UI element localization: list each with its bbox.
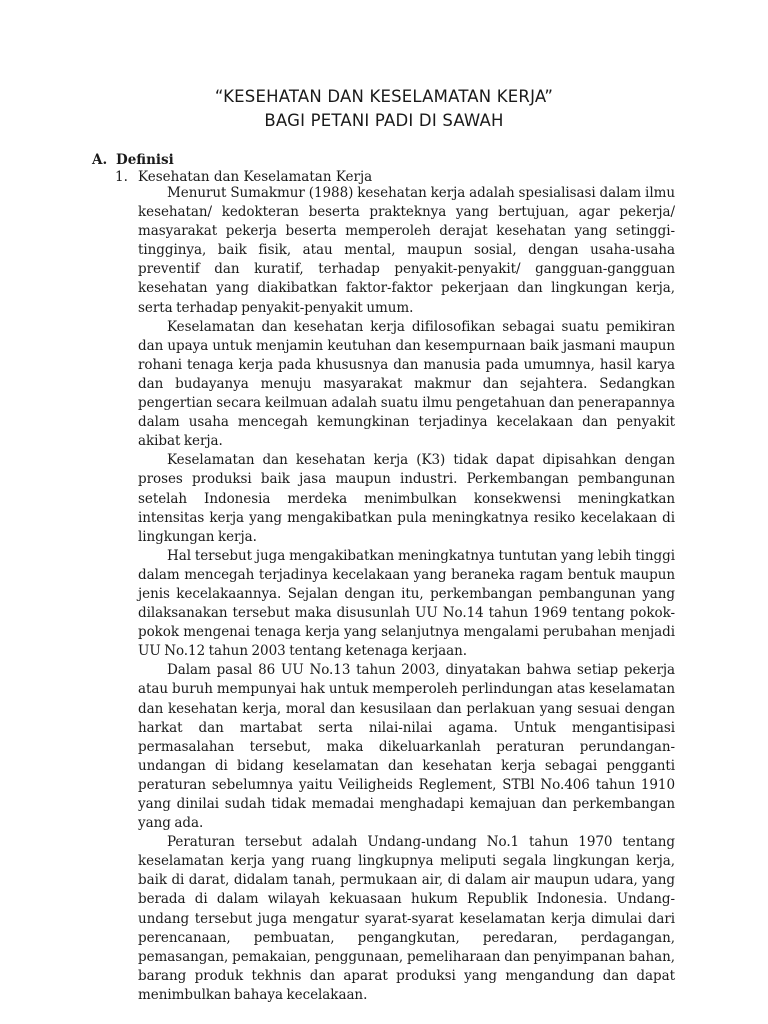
document-title-line-2: BAGI PETANI PADI DI SAWAH — [264, 111, 504, 130]
paragraph: Menurut Sumakmur (1988) kesehatan kerja adalah spesialisasi dalam ilmu kesehatan/ kedokteran beserta prakteknya yang bertujuan, agar pekerja/ masyarakat pekerja beserta memperoleh derajat kesehatan yang setinggi-tingginya, baik fisik, atau mental, maupun sosial, dengan usaha-usaha preventif dan kuratif, terhadap penyakit-penyakit/ gangguan-gangguan kesehatan yang diakibatkan faktor-faktor pekerjaan dan lingkungan kerja, serta terhadap penyakit-penyakit umum. — [138, 185, 675, 316]
document-title-line-1: “KESEHATAN DAN KESELAMATAN KERJA” — [214, 87, 554, 106]
paragraph: Hal tersebut juga mengakibatkan meningkatnya tuntutan yang lebih tinggi dalam mencegah terjadinya kecelakaan yang beraneka ragam bentuk maupun jenis kecelakaannya. Sejalan dengan itu, perkembangan pembangunan yang dilaksanakan tersebut maka disusunlah UU No.14 tahun 1969 tentang pokok-pokok mengenai tenaga kerja yang selanjutnya mengalami perubahan menjadi UU No.12 tahun 2003 tentang ketenaga kerjaan. — [138, 547, 675, 660]
section-letter: A. — [92, 152, 108, 168]
paragraph: Keselamatan dan kesehatan kerja difilosofikan sebagai suatu pemikiran dan upaya untuk menjamin keutuhan dan kesempurnaan baik jasmani maupun rohani tenaga kerja pada khususnya dan manusia pada umumnya, hasil karya dan budayanya menuju masyarakat makmur dan sejahtera. Sedangkan pengertian secara keilmuan adalah suatu ilmu pengetahuan dan penerapannya dalam usaha mencegah kemungkinan terjadinya kecelakaan dan penyakit akibat kerja. — [138, 318, 675, 450]
section-heading — [92, 151, 174, 169]
body-text — [138, 184, 675, 1005]
paragraph: Peraturan tersebut adalah Undang-undang No.1 tahun 1970 tentang keselamatan kerja yang ruang lingkupnya meliputi segala lingkungan kerja, baik di darat, didalam tanah, permukaan air, di dalam air maupun udara, yang berada di dalam wilayah kekuasaan hukum Republik Indonesia. Undang-undang tersebut juga mengatur syarat-syarat keselamatan kerja dimulai dari perencanaan, pembuatan, pengangkutan, peredaran, perdagangan, pemasangan, pemakaian, penggunaan, pemeliharaan dan penyimpanan bahan, barang produk tekhnis dan aparat produksi yang mengandung dan dapat menimbulkan bahaya kecelakaan. — [138, 834, 675, 1003]
section-heading-text: Definisi — [116, 152, 174, 168]
item-number: 1. — [115, 169, 128, 185]
paragraph: Keselamatan dan kesehatan kerja (K3) tidak dapat dipisahkan dengan proses produksi baik jasa maupun industri. Perkembangan pembangunan setelah Indonesia merdeka menimbulkan konsekwensi meningkatkan intensitas kerja yang mengakibatkan pula meningkatnya resiko kecelakaan di lingkungan kerja. — [138, 452, 675, 545]
paragraph: Dalam pasal 86 UU No.13 tahun 2003, dinyatakan bahwa setiap pekerja atau buruh mempunyai hak untuk memperoleh perlindungan atas keselamatan dan kesehatan kerja, moral dan kesusilaan dan perlakuan yang sesuai dengan harkat dan martabat serta nilai-nilai agama. Untuk mengantisipasi permasalahan tersebut, maka dikeluarkanlah peraturan perundangan-undangan di bidang keselamatan dan kesehatan kerja sebagai pengganti peraturan sebelumnya yaitu Veiligheids Reglement, STBl No.406 tahun 1910 yang dinilai sudah tidak memadai menghadapi kemajuan dan perkembangan yang ada. — [138, 662, 675, 832]
item-label: Kesehatan dan Keselamatan Kerja — [138, 169, 373, 185]
